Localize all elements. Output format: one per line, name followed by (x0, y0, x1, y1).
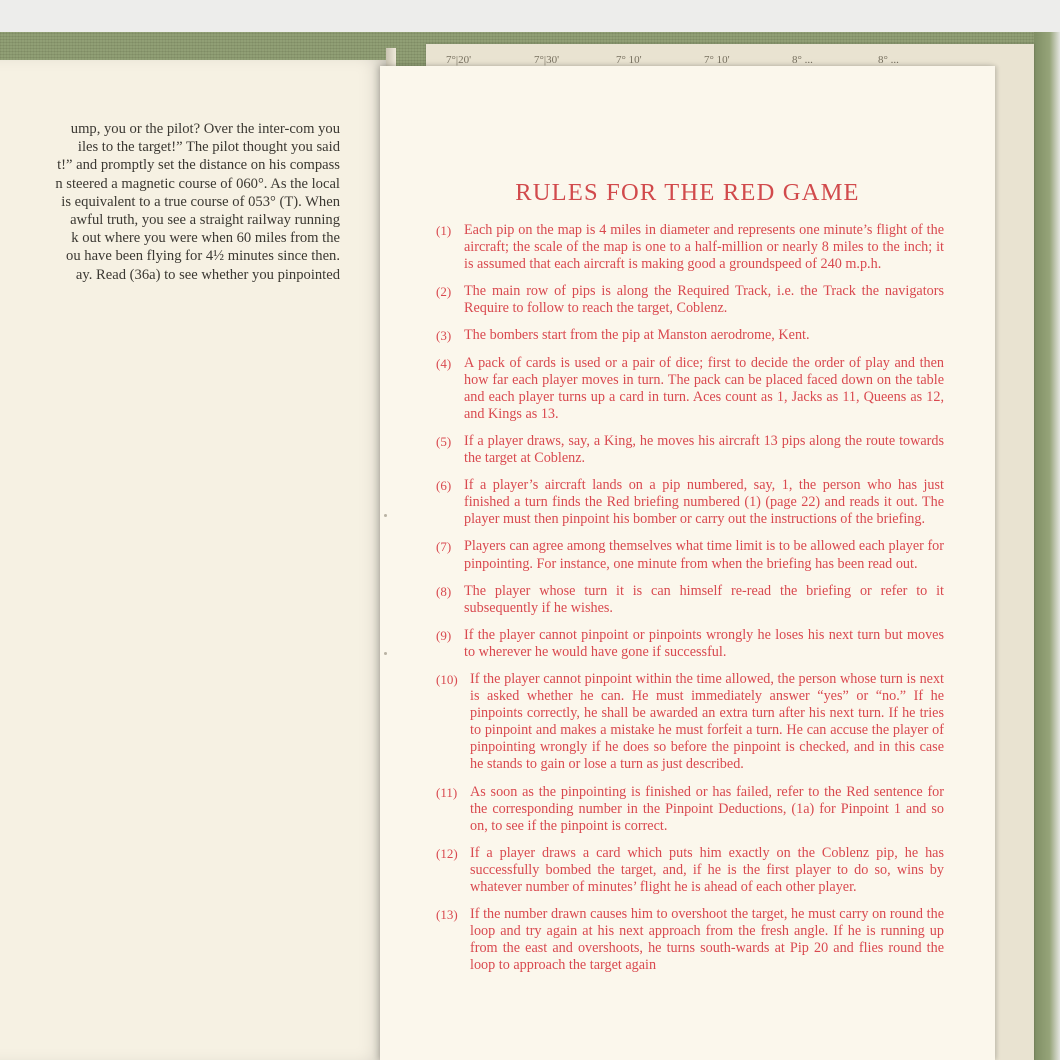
rule-number: (5) (436, 433, 452, 449)
rule-text: If the player cannot pinpoint within the time allowed, the person whose turn is next is asked whether he can. He must immediately answer “yes” or “no.” If he pinpoints correctly, he shall be awarded an extra turn after his next turn. If he tries to pinpoint and makes a mistake he must forfeit a turn. He can accuse the player of pinpointing wrongly if he does so before the pinpoint is checked, and in this case he stands to gain or lose a turn as just described. (470, 670, 944, 773)
rule-number: (4) (436, 355, 452, 371)
rule-item (436, 222, 944, 273)
map-tick-label: 8° ... (792, 54, 813, 66)
rule-text: The bombers start from the pip at Manston aerodrome, Kent. (464, 327, 810, 344)
left-page-text (0, 120, 340, 284)
left-line: is equivalent to a true course of 053° (T). When (61, 193, 340, 210)
rule-number: (10) (436, 671, 458, 687)
rule-text: The main row of pips is along the Required Track, i.e. the Track the navigators Require to follow to reach the target, Coblenz. (464, 283, 944, 317)
rule-number: (13) (436, 907, 458, 923)
rule-text: If the player cannot pinpoint or pinpoints wrongly he loses his next turn but moves to wherever he would have gone if successful. (464, 626, 944, 660)
rule-item (436, 327, 944, 344)
rule-item (436, 538, 944, 572)
book-cover-edge (1034, 32, 1060, 1060)
left-line: n steered a magnetic course of 060°. As the local (55, 175, 340, 192)
rule-number: (11) (436, 784, 458, 800)
map-tick-label: 7° 10' (704, 54, 730, 66)
rule-item (436, 845, 944, 896)
map-tick-label: 7° 10' (616, 54, 642, 66)
rule-text: If a player draws a card which puts him exactly on the Coblenz pip, he has successfully bombed the target, and, if he is the first player to do so, wins by whatever number of minutes’ flight he is ahead of each other player. (470, 844, 944, 895)
rule-item (436, 583, 944, 617)
rule-text: If a player’s aircraft lands on a pip numbered, say, 1, the person who has just finished a turn finds the Red briefing numbered (1) (page 22) and reads it out. The player must then pinpoint his bomber or carry out the instructions of the briefing. (464, 477, 944, 528)
rule-number: (12) (436, 845, 458, 861)
rule-number: (9) (436, 627, 452, 643)
rule-number: (1) (436, 223, 452, 238)
left-line: ump, you or the pilot? Over the inter-com you (70, 121, 340, 137)
rule-text: If the number drawn causes him to overshoot the target, he must carry on round the loop and try again at his next approach from the fresh angle. If he is running up from the east and overshoots, he turns south-wards at Pip 20 and flies round the loop to approach the target again (470, 906, 944, 974)
map-tick-label: 8° ... (878, 54, 899, 66)
rule-text: A pack of cards is used or a pair of dice; first to decide the order of play and then how far each player moves in turn. The pack can be placed faced down on the table and each player turns up a card in turn. Aces count as 1, Jacks as 11, Queens as 12, and Kings as 13. (464, 354, 944, 422)
right-page (380, 66, 995, 1060)
left-page (0, 60, 388, 1060)
left-line: t!” and promptly set the distance on his compass (57, 157, 340, 174)
rule-text: The player whose turn it is can himself re-read the briefing or refer to it subsequently if he wishes. (464, 582, 944, 616)
rule-item (436, 784, 944, 835)
left-line: iles to the target!” The pilot thought you said (77, 139, 340, 156)
map-tick-label: 7°|20' (446, 54, 472, 66)
rule-item (436, 283, 944, 317)
rule-text: If a player draws, say, a King, he moves his aircraft 13 pips along the route towards the target at Coblenz. (464, 432, 944, 467)
rule-text: Players can agree among themselves what time limit is to be allowed each player for pinpointing. For instance, one minute from when the briefing has been read out. (464, 538, 944, 572)
rule-item (436, 433, 944, 467)
binding-hole (384, 514, 387, 517)
left-line: awful truth, you see a straight railway running (70, 212, 340, 229)
rule-item (436, 906, 944, 974)
rule-number: (7) (436, 539, 452, 555)
rule-item (436, 355, 944, 423)
rule-text: As soon as the pinpointing is finished or has failed, refer to the Red sentence for the corresponding number in the Pinpoint Deductions, (1a) for Pinpoint 1 and so on, to see if the pinpoint is correct. (470, 783, 944, 834)
left-line: ay. Read (36a) to see whether you pinpointed (75, 266, 340, 283)
left-line: k out where you were when 60 miles from the (71, 230, 340, 247)
rule-item (436, 477, 944, 528)
left-line: ou have been flying for 4½ minutes since then. (66, 248, 340, 265)
rule-number: (2) (436, 284, 452, 300)
rule-item (436, 627, 944, 661)
rule-text: Each pip on the map is 4 miles in diameter and represents one minute’s flight of the aircraft; the scale of the map is one to a half-million or nearly 8 miles to the inch; it is assumed that each aircraft is making good a groundspeed of 240 m.p.h. (464, 222, 944, 273)
rules-title: RULES FOR THE RED GAME (515, 179, 860, 206)
map-tick-label: 7°|30' (534, 54, 560, 66)
rule-number: (8) (436, 583, 452, 599)
rules-list (436, 222, 944, 984)
rule-item (436, 671, 944, 774)
rule-number: (3) (436, 328, 452, 344)
binding-hole (384, 652, 387, 655)
rule-number: (6) (436, 478, 452, 494)
